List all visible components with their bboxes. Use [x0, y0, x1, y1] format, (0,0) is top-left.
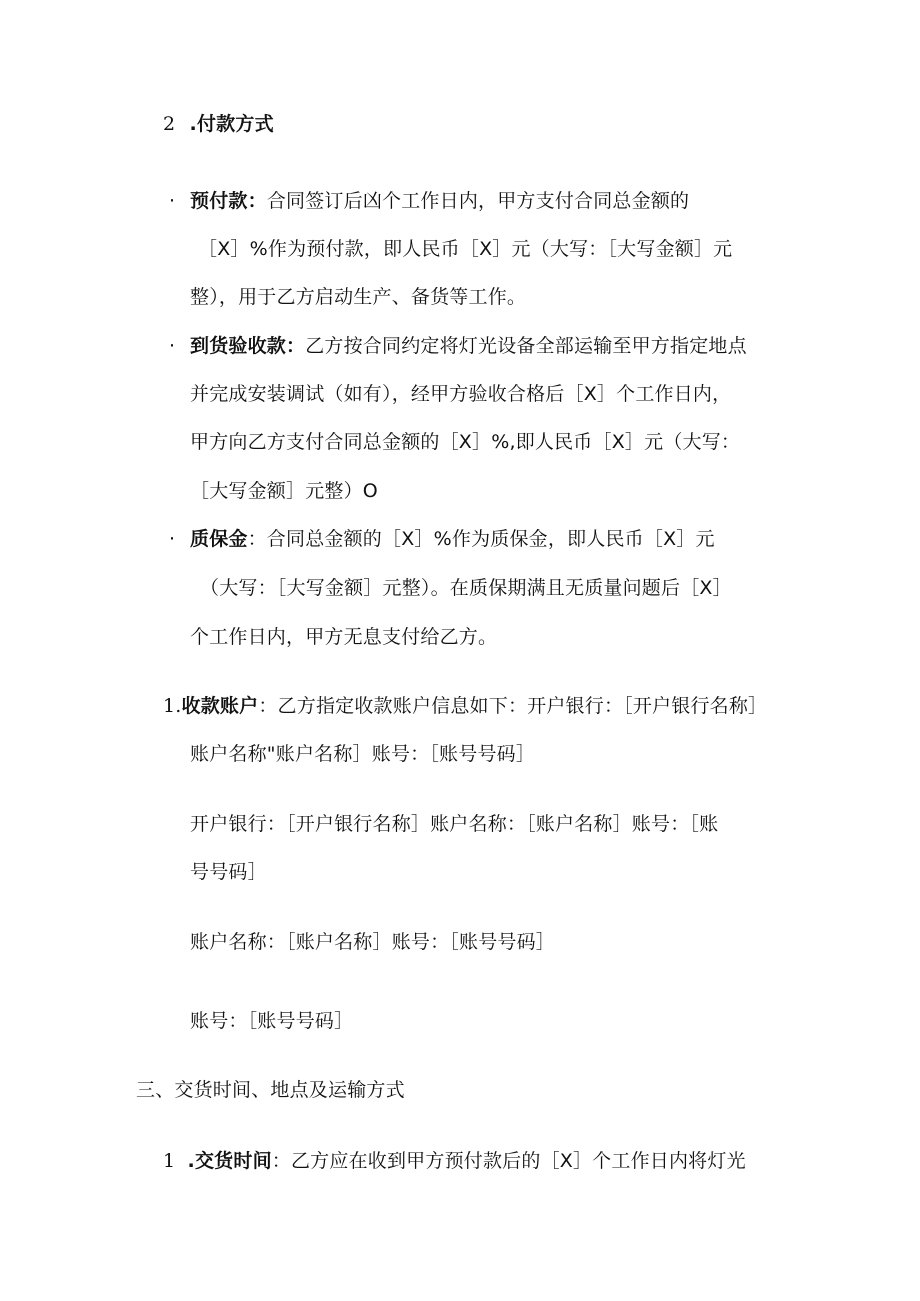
bullet-marker: ·: [168, 190, 176, 212]
prepay-label: 预付款：: [190, 190, 267, 212]
delivery-payment-label: 到货验收款：: [190, 335, 306, 357]
delivery-time-label: .交货时间: [187, 1150, 272, 1172]
warranty-text-1: ：合同总金额的［X］%作为质保金，即人民币［X］元: [247, 528, 715, 550]
prepay-line-2: ［X］%作为预付款，即人民币［X］元（大写：［大写金额］元: [198, 238, 733, 260]
delivery-time-number: 1: [163, 1150, 176, 1172]
section-three-heading: 三、交货时间、地点及运输方式: [136, 1079, 405, 1101]
delivery-time-line-1: [163, 1148, 746, 1174]
warranty-line-3: 个工作日内，甲方无息支付给乙方。: [190, 626, 498, 648]
warranty-line-1: [190, 526, 715, 552]
section-title: .付款方式: [189, 113, 274, 135]
account-line-3: 开户银行：［开户银行名称］账户名称：［账户名称］账号：［账: [190, 813, 719, 835]
bullet-marker: ·: [168, 528, 176, 550]
bullet-marker: ·: [168, 335, 176, 357]
prepay-line-1: [190, 188, 689, 214]
delivery-payment-line-4: ［大写金额］元整）O: [190, 480, 378, 502]
account-line-4: 号号码］: [190, 861, 267, 883]
delivery-payment-line-3: 甲方向乙方支付合同总金额的［X］%,即人民币［X］元（大写：: [190, 431, 741, 453]
warranty-line-2: （大写：［大写金额］元整）。在质保期满且无质量问题后［X］: [200, 577, 732, 599]
account-line-6: 账号：［账号号码］: [190, 1010, 354, 1032]
account-text-1: ：乙方指定收款账户信息如下：开户银行：［开户银行名称］: [258, 695, 768, 717]
account-line-2: 账户名称"账户名称］账号：［账号号码］: [190, 743, 536, 765]
section-heading: [163, 111, 274, 137]
delivery-payment-text-1: 乙方按合同约定将灯光设备全部运输至甲方指定地点: [305, 335, 747, 357]
account-number: 1.: [163, 695, 182, 717]
warranty-label: 质保金: [190, 528, 248, 550]
delivery-payment-line-2: 并完成安装调试（如有），经甲方验收合格后［X］个工作日内，: [190, 383, 732, 405]
account-line-5: 账户名称：［账户名称］账号：［账号号码］: [190, 931, 556, 953]
delivery-time-text-1: ：乙方应在收到甲方预付款后的［X］个工作日内将灯光: [271, 1150, 746, 1172]
prepay-line-3: 整），用于乙方启动生产、备货等工作。: [190, 286, 527, 308]
section-number: 2: [163, 113, 176, 135]
account-line-1: [163, 693, 767, 719]
account-label: 收款账户: [181, 695, 259, 717]
prepay-text-1: 合同签订后凶个工作日内，甲方支付合同总金额的: [266, 190, 690, 212]
delivery-payment-line-1: [190, 333, 747, 359]
